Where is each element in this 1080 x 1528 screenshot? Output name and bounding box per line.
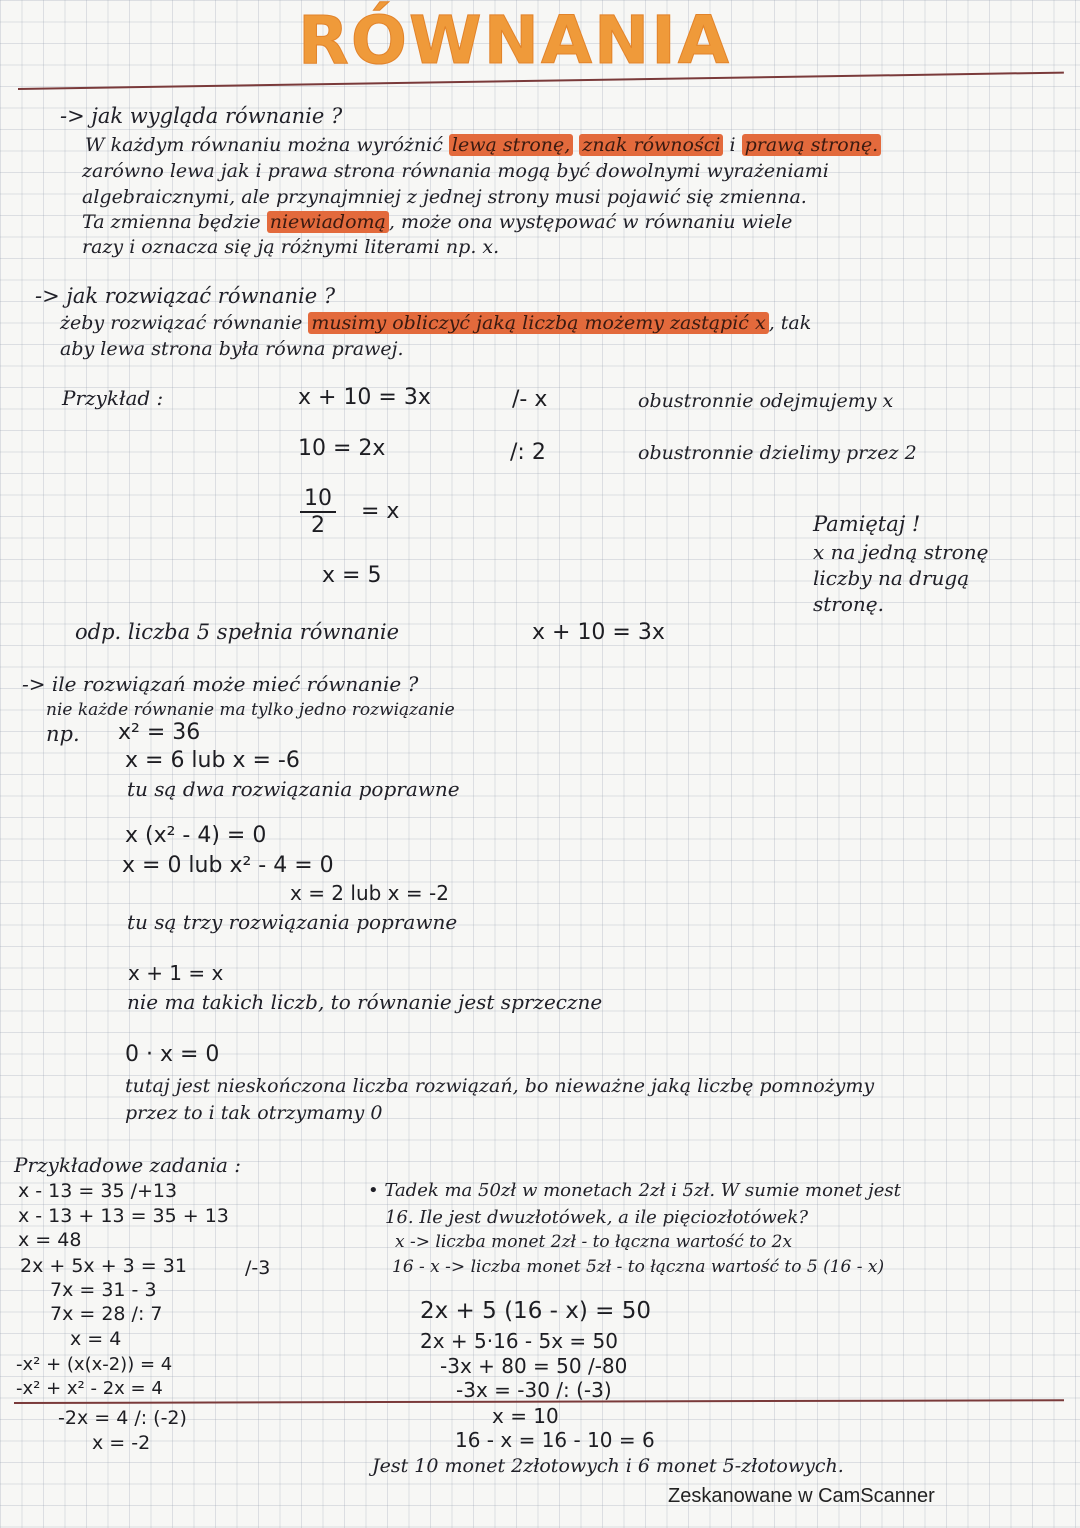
section4-heading: Przykładowe zadania : <box>14 1153 242 1177</box>
left-line-2: x - 13 + 13 = 35 + 13 <box>18 1205 229 1227</box>
section1-line1-and: i <box>729 134 736 156</box>
np-label: np. <box>46 722 80 746</box>
section2-heading: -> jak rozwiązać równanie ? <box>35 284 336 308</box>
remember-line3: stronę. <box>813 592 884 616</box>
highlight-unknown: niewiadomą <box>267 211 389 233</box>
section2-line1-text: żeby rozwiązać równanie <box>60 312 303 334</box>
left-line-7: x = 4 <box>70 1328 122 1350</box>
solution-line-5: x = 10 <box>492 1404 559 1428</box>
solution-line-2: 2x + 5·16 - 5x = 50 <box>420 1329 618 1353</box>
note-2: obustronnie dzielimy przez 2 <box>638 442 917 464</box>
answer-text: odp. liczba 5 spełnia równanie <box>75 620 400 644</box>
example1-equation: x² = 36 <box>118 720 201 745</box>
left-line-11: x = -2 <box>92 1432 151 1454</box>
fraction <box>300 486 336 538</box>
note-1: obustronnie odejmujemy x <box>638 390 894 412</box>
fraction-denominator: 2 <box>311 513 325 538</box>
example4-note1: tutaj jest nieskończona liczba rozwiązań, bo nieważne jaką liczbę pomnożymy <box>125 1075 875 1097</box>
section1-line2: zarówno lewa jak i prawa strona równania mogą być dowolnymi wyrażeniami <box>82 160 829 182</box>
example2-note: tu są trzy rozwiązania poprawne <box>127 910 458 934</box>
section2-line2: aby lewa strona była równa prawej. <box>60 338 404 360</box>
section2-line1-rest: , tak <box>768 312 812 334</box>
example2-solution1: x = 0 lub x² - 4 = 0 <box>122 853 334 878</box>
fraction-numerator: 10 <box>300 486 336 513</box>
answer-equation: x + 10 = 3x <box>532 620 665 645</box>
section1-line4 <box>82 211 792 233</box>
solution-line-1: 2x + 5 (16 - x) = 50 <box>420 1298 651 1324</box>
example4-equation: 0 · x = 0 <box>125 1042 220 1067</box>
equation-4: x = 5 <box>322 563 382 588</box>
section1-line4-text: Ta zmienna będzie <box>82 211 261 233</box>
section1-line4-rest: , może ona występować w równaniu wiele <box>388 211 793 233</box>
section2-line1 <box>60 312 811 334</box>
example1-solution: x = 6 lub x = -6 <box>125 748 300 773</box>
highlight-right-side: prawą stronę. <box>742 134 882 156</box>
left-line-4: 2x + 5x + 3 = 31 <box>20 1255 187 1277</box>
example-label: Przykład : <box>62 386 164 410</box>
left-line-5: 7x = 31 - 3 <box>50 1279 157 1301</box>
scanner-watermark: Zeskanowane w CamScanner <box>668 1485 935 1507</box>
task-line-2: 16. Ile jest dwuzłotówek, a ile pięciozłotówek? <box>385 1207 808 1228</box>
solution-line-4: -3x = -30 /: (-3) <box>456 1378 612 1402</box>
operation-2: /: 2 <box>510 440 546 465</box>
section3-heading: -> ile rozwiązań może mieć równanie ? <box>22 672 419 696</box>
task-line-4: 16 - x -> liczba monet 5zł - to łączna wartość to 5 (16 - x) <box>392 1257 885 1277</box>
example1-note: tu są dwa rozwiązania poprawne <box>127 777 460 801</box>
left-line-9: -x² + x² - 2x = 4 <box>16 1378 163 1399</box>
equation-1: x + 10 = 3x <box>298 385 431 410</box>
solution-line-6: 16 - x = 16 - 10 = 6 <box>455 1428 655 1452</box>
equation-3 <box>300 486 399 538</box>
page-title: RÓWNANIA <box>298 2 731 79</box>
example3-note: nie ma takich liczb, to równanie jest sprzeczne <box>127 990 603 1014</box>
equation-2: 10 = 2x <box>298 436 386 461</box>
remember-line2: liczby na drugą <box>813 566 970 590</box>
section1-line1-text: W każdym równaniu można wyróżnić <box>85 134 443 156</box>
example3-equation: x + 1 = x <box>128 961 224 985</box>
fraction-rest: = x <box>361 499 400 524</box>
operation-1: /- x <box>512 387 548 412</box>
example2-solution2: x = 2 lub x = -2 <box>290 881 449 905</box>
remember-title: Pamiętaj ! <box>813 512 921 536</box>
example2-equation: x (x² - 4) = 0 <box>125 823 267 848</box>
left-line-3: x = 48 <box>18 1229 82 1251</box>
section3-intro: nie każde równanie ma tylko jedno rozwiązanie <box>46 700 455 720</box>
left-op-minus3: /-3 <box>245 1257 271 1279</box>
section1-line5: razy i oznacza się ją różnymi literami np. x. <box>82 236 500 258</box>
task-line-1: • Tadek ma 50zł w monetach 2zł i 5zł. W sumie monet jest <box>368 1180 901 1201</box>
section1-heading: -> jak wygląda równanie ? <box>60 104 343 128</box>
solution-line-3: -3x + 80 = 50 /-80 <box>440 1354 628 1378</box>
highlight-substitute: musimy obliczyć jaką liczbą możemy zastąpić x <box>308 312 768 334</box>
left-line-1: x - 13 = 35 /+13 <box>18 1180 178 1202</box>
left-line-10: -2x = 4 /: (-2) <box>58 1407 187 1429</box>
remember-line1: x na jedną stronę <box>813 540 989 564</box>
example4-note2: przez to i tak otrzymamy 0 <box>125 1102 383 1124</box>
left-line-6: 7x = 28 /: 7 <box>50 1303 163 1325</box>
task-line-3: x -> liczba monet 2zł - to łączna wartość to 2x <box>395 1232 793 1252</box>
left-line-8: -x² + (x(x-2)) = 4 <box>16 1354 173 1375</box>
highlight-left-side: lewą stronę, <box>449 134 573 156</box>
conclusion: Jest 10 monet 2złotowych i 6 monet 5-złotowych. <box>372 1455 844 1477</box>
section1-line3: algebraicznymi, ale przynajmniej z jednej strony musi pojawić się zmienna. <box>82 186 807 208</box>
section1-line1 <box>85 134 881 156</box>
highlight-equals-sign: znak równości <box>579 134 723 156</box>
